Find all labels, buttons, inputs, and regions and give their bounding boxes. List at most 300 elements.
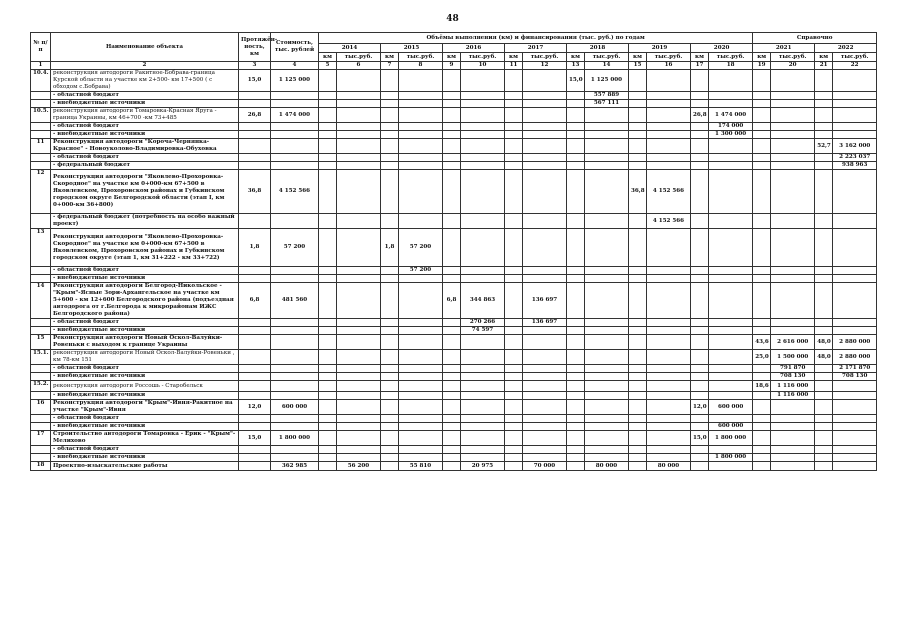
object-name: Реконструкция автодороги "Яковлево-Прохоровка-Скородное" на участке км 0+000-км 67+500 в Яковлевском, Прохоровском районах и Губкинском городском округе Белгородской области (этап I, км 0+000-км 36+800) — [51, 170, 239, 214]
column-number: 11 — [505, 62, 523, 70]
value-cell — [771, 70, 815, 92]
value-cell — [239, 131, 271, 139]
value-cell — [833, 400, 877, 415]
table-row — [31, 108, 877, 123]
row-number — [31, 365, 51, 373]
value-cell: 708 130 — [771, 373, 815, 381]
value-cell — [337, 381, 381, 392]
value-cell — [399, 139, 443, 154]
header-unit-km: км — [567, 53, 585, 62]
value-cell — [815, 154, 833, 162]
value-cell — [523, 335, 567, 350]
value-cell — [753, 392, 771, 400]
value-cell — [271, 131, 319, 139]
value-cell — [709, 92, 753, 100]
value-cell: 600 000 — [709, 423, 753, 431]
value-cell — [381, 327, 399, 335]
value-cell: 6,8 — [443, 283, 461, 319]
value-cell — [815, 415, 833, 423]
value-cell — [505, 275, 523, 283]
value-cell — [337, 139, 381, 154]
value-cell — [337, 100, 381, 108]
value-cell: 74 597 — [461, 327, 505, 335]
table-row — [31, 392, 877, 400]
value-cell — [271, 139, 319, 154]
value-cell — [629, 283, 647, 319]
value-cell — [461, 392, 505, 400]
row-number — [31, 154, 51, 162]
object-name: - областной бюджет — [51, 123, 239, 131]
value-cell — [505, 423, 523, 431]
value-cell — [271, 162, 319, 170]
value-cell — [443, 131, 461, 139]
value-cell — [399, 131, 443, 139]
column-number: 17 — [691, 62, 709, 70]
value-cell: 52,7 — [815, 139, 833, 154]
value-cell — [629, 70, 647, 92]
value-cell — [443, 162, 461, 170]
value-cell — [381, 350, 399, 365]
row-number: 16 — [31, 400, 51, 415]
value-cell — [443, 92, 461, 100]
column-number: 18 — [709, 62, 753, 70]
value-cell — [691, 131, 709, 139]
financing-table — [30, 32, 877, 471]
value-cell — [691, 350, 709, 365]
row-number: 13 — [31, 229, 51, 267]
value-cell — [647, 131, 691, 139]
value-cell — [771, 162, 815, 170]
value-cell — [585, 275, 629, 283]
value-cell — [337, 400, 381, 415]
value-cell — [691, 319, 709, 327]
value-cell — [505, 365, 523, 373]
value-cell — [399, 123, 443, 131]
value-cell — [337, 365, 381, 373]
value-cell: 26,8 — [239, 108, 271, 123]
value-cell — [319, 381, 337, 392]
object-name: Строительство автодороги Томаровка - Ерик - "Крым"- Мелихово — [51, 431, 239, 446]
value-cell — [691, 454, 709, 462]
value-cell — [381, 267, 399, 275]
value-cell — [271, 327, 319, 335]
value-cell — [399, 415, 443, 423]
value-cell: 2 880 000 — [833, 350, 877, 365]
value-cell — [753, 327, 771, 335]
value-cell — [523, 123, 567, 131]
value-cell: 25,0 — [753, 350, 771, 365]
value-cell: 1 125 000 — [271, 70, 319, 92]
value-cell — [337, 275, 381, 283]
value-cell — [691, 267, 709, 275]
value-cell — [461, 214, 505, 229]
value-cell — [271, 214, 319, 229]
header-unit-km: км — [629, 53, 647, 62]
value-cell — [399, 446, 443, 454]
value-cell — [239, 154, 271, 162]
value-cell — [461, 162, 505, 170]
table-row — [31, 423, 877, 431]
value-cell — [585, 365, 629, 373]
value-cell — [505, 400, 523, 415]
value-cell — [833, 462, 877, 471]
value-cell — [443, 170, 461, 214]
table-row — [31, 319, 877, 327]
value-cell — [337, 131, 381, 139]
value-cell — [771, 139, 815, 154]
row-number: 14 — [31, 283, 51, 319]
row-number — [31, 423, 51, 431]
value-cell — [443, 365, 461, 373]
table-row — [31, 100, 877, 108]
value-cell — [709, 170, 753, 214]
value-cell — [461, 131, 505, 139]
value-cell — [239, 392, 271, 400]
value-cell — [629, 400, 647, 415]
table-row — [31, 170, 877, 214]
value-cell — [271, 423, 319, 431]
value-cell — [461, 365, 505, 373]
value-cell — [753, 229, 771, 267]
value-cell — [567, 431, 585, 446]
value-cell — [753, 131, 771, 139]
value-cell: 1 125 000 — [585, 70, 629, 92]
value-cell — [337, 108, 381, 123]
value-cell — [271, 446, 319, 454]
row-number — [31, 275, 51, 283]
value-cell — [585, 131, 629, 139]
table-row — [31, 335, 877, 350]
value-cell — [833, 123, 877, 131]
value-cell — [833, 267, 877, 275]
value-cell — [271, 454, 319, 462]
value-cell — [523, 327, 567, 335]
value-cell — [271, 335, 319, 350]
value-cell — [319, 319, 337, 327]
value-cell — [337, 335, 381, 350]
table-row — [31, 92, 877, 100]
value-cell — [399, 275, 443, 283]
value-cell: 36,8 — [239, 170, 271, 214]
value-cell — [691, 70, 709, 92]
value-cell: 1,8 — [239, 229, 271, 267]
header-year: 2015 — [381, 44, 443, 53]
column-number: 2 — [51, 62, 239, 70]
object-name: Реконструкция автодороги "Крым"-Ивня-Ракитное на участке "Крым"-Ивня — [51, 400, 239, 415]
object-name: - областной бюджет — [51, 154, 239, 162]
value-cell — [505, 462, 523, 471]
value-cell — [319, 108, 337, 123]
value-cell: 36,8 — [629, 170, 647, 214]
value-cell — [381, 92, 399, 100]
table-row — [31, 123, 877, 131]
value-cell — [647, 446, 691, 454]
value-cell — [399, 400, 443, 415]
value-cell — [523, 454, 567, 462]
value-cell — [815, 400, 833, 415]
value-cell — [239, 319, 271, 327]
value-cell — [505, 108, 523, 123]
object-name: - внебюджетные источники — [51, 100, 239, 108]
object-name: - внебюджетные источники — [51, 327, 239, 335]
value-cell — [709, 162, 753, 170]
value-cell: 136 697 — [523, 283, 567, 319]
value-cell — [629, 108, 647, 123]
value-cell — [753, 446, 771, 454]
value-cell — [523, 392, 567, 400]
value-cell — [753, 214, 771, 229]
value-cell — [771, 415, 815, 423]
value-cell — [709, 335, 753, 350]
value-cell — [833, 454, 877, 462]
value-cell: 48,0 — [815, 335, 833, 350]
value-cell — [381, 70, 399, 92]
value-cell — [585, 139, 629, 154]
value-cell — [381, 446, 399, 454]
value-cell — [505, 162, 523, 170]
object-name: Реконструкция автодороги "Короча-Чернянка-Красное" - Новоуколово-Владимировка-Обуховка — [51, 139, 239, 154]
value-cell — [753, 92, 771, 100]
value-cell — [505, 373, 523, 381]
value-cell — [567, 229, 585, 267]
value-cell — [629, 381, 647, 392]
value-cell — [239, 423, 271, 431]
value-cell — [381, 373, 399, 381]
value-cell — [461, 454, 505, 462]
value-cell — [381, 365, 399, 373]
value-cell — [647, 319, 691, 327]
value-cell — [523, 415, 567, 423]
header-unit-km: км — [753, 53, 771, 62]
value-cell — [629, 154, 647, 162]
object-name: - федеральный бюджет (потребность на особо важный проект) — [51, 214, 239, 229]
value-cell — [629, 373, 647, 381]
row-number — [31, 162, 51, 170]
value-cell — [585, 446, 629, 454]
value-cell — [319, 423, 337, 431]
value-cell: 18,6 — [753, 381, 771, 392]
value-cell — [381, 108, 399, 123]
value-cell — [443, 327, 461, 335]
value-cell — [753, 139, 771, 154]
value-cell — [815, 170, 833, 214]
value-cell — [381, 139, 399, 154]
value-cell — [461, 335, 505, 350]
value-cell — [239, 123, 271, 131]
value-cell — [337, 123, 381, 131]
value-cell — [381, 392, 399, 400]
header-unit-rub: тыс.руб. — [337, 53, 381, 62]
object-name: Проектно-изыскательские работы — [51, 462, 239, 471]
value-cell — [709, 100, 753, 108]
header-unit-rub: тыс.руб. — [523, 53, 567, 62]
value-cell — [647, 415, 691, 423]
value-cell — [443, 70, 461, 92]
value-cell — [647, 381, 691, 392]
header-year: 2017 — [505, 44, 567, 53]
value-cell — [443, 392, 461, 400]
column-number: 16 — [647, 62, 691, 70]
value-cell — [399, 92, 443, 100]
value-cell — [381, 400, 399, 415]
value-cell — [629, 139, 647, 154]
header-year: 2016 — [443, 44, 505, 53]
value-cell — [815, 446, 833, 454]
value-cell — [239, 365, 271, 373]
header-year: 2022 — [815, 44, 877, 53]
value-cell — [567, 335, 585, 350]
value-cell — [239, 267, 271, 275]
value-cell — [505, 283, 523, 319]
value-cell — [647, 92, 691, 100]
value-cell — [381, 431, 399, 446]
value-cell — [461, 100, 505, 108]
value-cell — [271, 373, 319, 381]
value-cell — [771, 400, 815, 415]
value-cell — [753, 454, 771, 462]
value-cell — [709, 373, 753, 381]
value-cell — [629, 100, 647, 108]
value-cell — [647, 275, 691, 283]
row-number — [31, 415, 51, 423]
table-row — [31, 327, 877, 335]
object-name: - внебюджетные источники — [51, 275, 239, 283]
header-no: № п/п — [31, 33, 51, 62]
value-cell — [523, 70, 567, 92]
value-cell: 4 152 566 — [647, 170, 691, 214]
value-cell — [319, 373, 337, 381]
value-cell — [629, 123, 647, 131]
column-number: 1 — [31, 62, 51, 70]
table-row — [31, 162, 877, 170]
value-cell — [381, 319, 399, 327]
value-cell — [461, 70, 505, 92]
value-cell — [443, 423, 461, 431]
value-cell — [505, 267, 523, 275]
value-cell — [833, 100, 877, 108]
table-row — [31, 431, 877, 446]
value-cell: 708 130 — [833, 373, 877, 381]
value-cell — [585, 123, 629, 131]
value-cell — [709, 381, 753, 392]
value-cell — [567, 462, 585, 471]
value-cell — [271, 319, 319, 327]
object-name: - областной бюджет — [51, 446, 239, 454]
value-cell: 48,0 — [815, 350, 833, 365]
value-cell — [585, 423, 629, 431]
value-cell — [461, 154, 505, 162]
value-cell — [629, 162, 647, 170]
row-number — [31, 392, 51, 400]
value-cell — [461, 431, 505, 446]
value-cell — [461, 446, 505, 454]
value-cell — [523, 446, 567, 454]
value-cell: 57 200 — [271, 229, 319, 267]
value-cell — [337, 454, 381, 462]
value-cell — [585, 454, 629, 462]
value-cell: 791 870 — [771, 365, 815, 373]
header-name: Наименование объекта — [51, 33, 239, 62]
value-cell — [629, 365, 647, 373]
value-cell: 600 000 — [709, 400, 753, 415]
value-cell — [833, 70, 877, 92]
table-row — [31, 267, 877, 275]
object-name: - внебюджетные источники — [51, 454, 239, 462]
value-cell — [399, 108, 443, 123]
object-name: - областной бюджет — [51, 92, 239, 100]
value-cell — [399, 70, 443, 92]
value-cell — [647, 229, 691, 267]
value-cell — [815, 275, 833, 283]
value-cell — [567, 275, 585, 283]
value-cell — [461, 108, 505, 123]
value-cell — [629, 423, 647, 431]
value-cell — [505, 214, 523, 229]
value-cell — [567, 214, 585, 229]
value-cell — [833, 214, 877, 229]
value-cell — [505, 350, 523, 365]
value-cell — [815, 373, 833, 381]
value-cell: 481 560 — [271, 283, 319, 319]
value-cell — [399, 381, 443, 392]
value-cell — [319, 454, 337, 462]
value-cell: 2 223 037 — [833, 154, 877, 162]
value-cell — [709, 350, 753, 365]
value-cell — [381, 100, 399, 108]
row-number: 10.5. — [31, 108, 51, 123]
value-cell — [647, 283, 691, 319]
value-cell — [709, 70, 753, 92]
object-name: реконструкция автодороги Ракитное-Бобрава-граница Курской области на участке км 2+500- км 17+500 ( с обходом с.Бобрава) — [51, 70, 239, 92]
value-cell: 938 963 — [833, 162, 877, 170]
value-cell — [337, 229, 381, 267]
value-cell — [567, 423, 585, 431]
value-cell — [505, 415, 523, 423]
value-cell — [647, 154, 691, 162]
header-year: 2019 — [629, 44, 691, 53]
value-cell — [567, 139, 585, 154]
value-cell: 1,8 — [381, 229, 399, 267]
value-cell — [629, 275, 647, 283]
value-cell — [443, 431, 461, 446]
row-number: 11 — [31, 139, 51, 154]
value-cell — [815, 100, 833, 108]
value-cell — [337, 154, 381, 162]
value-cell — [337, 327, 381, 335]
value-cell — [523, 373, 567, 381]
value-cell — [337, 431, 381, 446]
value-cell: 1 474 000 — [271, 108, 319, 123]
value-cell — [771, 92, 815, 100]
table-row — [31, 70, 877, 92]
row-number — [31, 267, 51, 275]
table-row — [31, 446, 877, 454]
value-cell — [271, 123, 319, 131]
value-cell — [629, 392, 647, 400]
value-cell — [833, 327, 877, 335]
value-cell — [647, 162, 691, 170]
value-cell — [337, 423, 381, 431]
value-cell — [815, 423, 833, 431]
value-cell — [239, 454, 271, 462]
row-number: 17 — [31, 431, 51, 446]
value-cell: 136 697 — [523, 319, 567, 327]
value-cell: 1 500 000 — [771, 350, 815, 365]
value-cell — [567, 327, 585, 335]
header-unit-rub: тыс.руб. — [461, 53, 505, 62]
value-cell — [629, 319, 647, 327]
column-number: 9 — [443, 62, 461, 70]
